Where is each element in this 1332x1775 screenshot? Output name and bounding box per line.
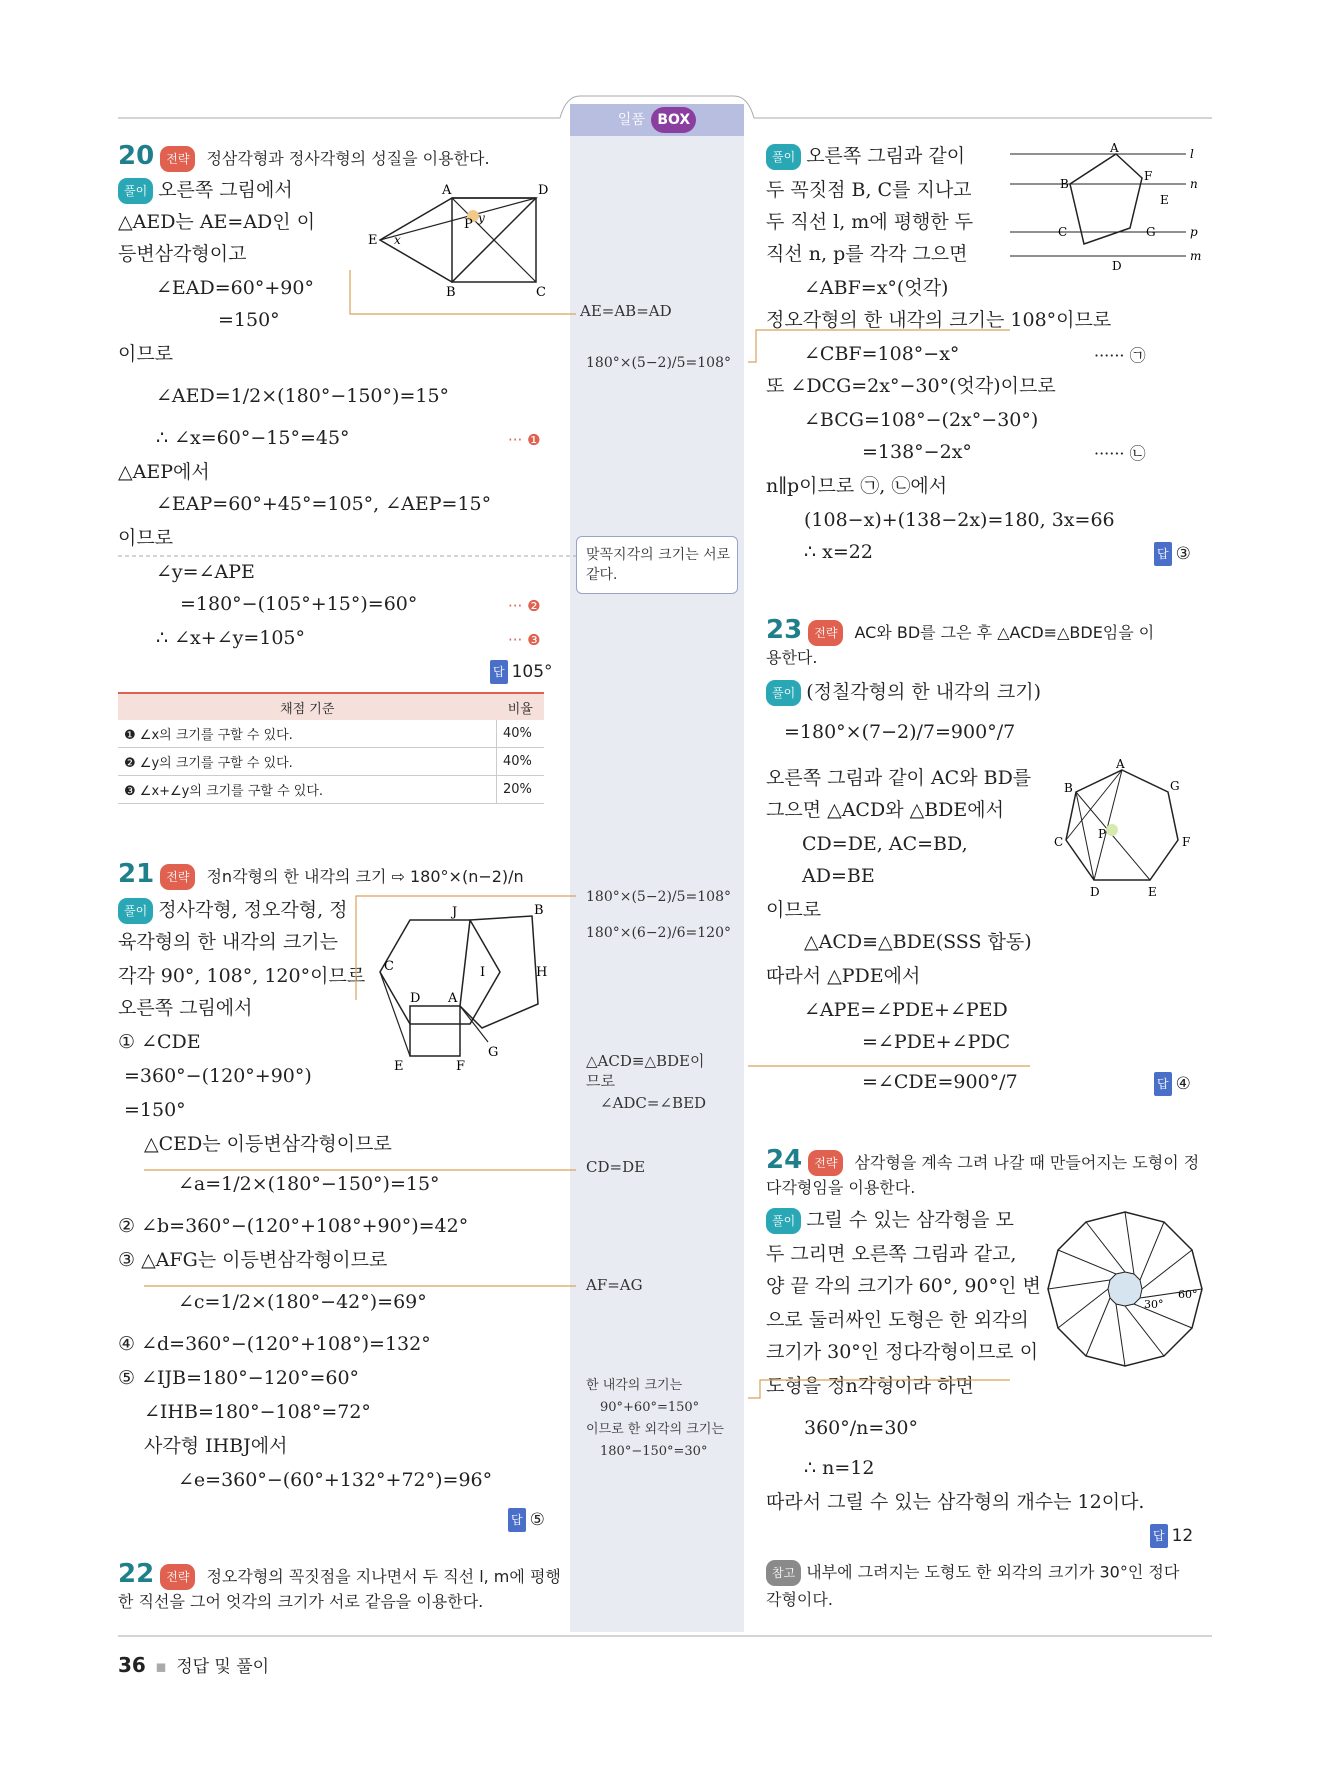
p21-line: =360°−(120°+90°)	[124, 1065, 312, 1087]
p22-strategy-cont: 한 직선을 그어 엇각의 크기가 서로 같음을 이용한다.	[118, 1592, 484, 1611]
svg-text:F: F	[456, 1059, 466, 1074]
svg-text:E: E	[368, 233, 378, 248]
p24-note-cont: 각형이다.	[766, 1590, 833, 1609]
p24-line: 따라서 그릴 수 있는 삼각형의 개수는 12이다.	[766, 1491, 1145, 1513]
svg-text:C: C	[536, 285, 546, 300]
svg-text:D: D	[538, 183, 549, 198]
grade-criterion: ❸ ∠x+∠y의 크기를 구할 수 있다.	[118, 776, 497, 804]
p23-number: 23	[766, 615, 803, 645]
p22-strategy-tag: 전략	[160, 1564, 195, 1590]
p20-line: ∴ ∠x+∠y=105°	[156, 627, 306, 649]
p23-line: 그으면 △ACD와 △BDE에서	[766, 799, 1004, 821]
p20-number: 20	[118, 141, 155, 171]
p20-line: ∠EAP=60°+45°=105°, ∠AEP=15°	[156, 493, 492, 515]
svg-text:E: E	[1148, 885, 1157, 899]
p24-strategy-cont: 다각형임을 이용한다.	[766, 1178, 916, 1197]
svg-text:30°: 30°	[1144, 1298, 1164, 1311]
p24-reference-tag: 참고	[766, 1560, 801, 1586]
page-number: 36	[118, 1653, 146, 1677]
p22-number: 22	[118, 1559, 155, 1589]
p21-line: ① ∠CDE	[118, 1031, 201, 1053]
grade-criterion: ❶ ∠x의 크기를 구할 수 있다.	[118, 720, 497, 748]
p21-line: ∠c=1/2×(180°−42°)=69°	[178, 1291, 427, 1313]
p20-line: =150°	[218, 309, 280, 331]
p20-line: △AED는 AE=AD인 이	[118, 211, 316, 233]
p21-line: △CED는 이등변삼각형이므로	[144, 1133, 392, 1155]
svg-text:B: B	[446, 285, 456, 300]
box-note: CD=DE	[586, 1158, 646, 1176]
svg-text:B: B	[1060, 177, 1069, 191]
footer-title: 정답 및 풀이	[176, 1657, 270, 1677]
p22-line: =138°−2x°	[862, 441, 972, 463]
box-note: 180°×(5−2)/5=108°	[586, 889, 731, 905]
p20-line: 등변삼각형이고	[118, 243, 247, 265]
p20-line: 오른쪽 그림에서	[158, 179, 293, 201]
p23-line: =∠CDE=900°/7	[862, 1071, 1018, 1093]
box-badge: BOX	[651, 107, 696, 133]
p21-line: 정사각형, 정오각형, 정	[158, 899, 348, 921]
svg-text:P: P	[1098, 827, 1107, 841]
p22-line: (108−x)+(138−2x)=180, 3x=66	[804, 509, 1115, 531]
box-note: 180°×(6−2)/6=120°	[586, 925, 731, 941]
p20-strategy: 정삼각형과 정사각형의 성질을 이용한다.	[206, 149, 490, 168]
svg-text:B: B	[534, 903, 544, 918]
svg-text:A: A	[448, 991, 458, 1006]
box-note: AF=AG	[586, 1276, 643, 1294]
p22-line: ∴ x=22	[804, 541, 873, 563]
svg-text:n: n	[1190, 177, 1198, 191]
p23-answer: 답 ④	[1154, 1072, 1191, 1096]
p20-answer: 답 105°	[490, 660, 553, 684]
p21-line: ⑤ ∠IJB=180°−120°=60°	[118, 1367, 360, 1389]
p24-line: ∴ n=12	[804, 1457, 875, 1479]
p21-strategy-tag: 전략	[160, 864, 195, 890]
p24-line: 크기가 30°인 정다각형이므로 이	[766, 1341, 1039, 1363]
p24-strategy: 삼각형을 계속 그려 나갈 때 만들어지는 도형이 정	[854, 1153, 1200, 1172]
p24-line: 도형을 정n각형이라 하면	[766, 1375, 974, 1397]
svg-text:J: J	[452, 905, 458, 920]
p23-strategy-cont: 용한다.	[766, 648, 818, 667]
svg-text:D: D	[1112, 259, 1122, 273]
p20-step-marker: ··· ❷	[508, 597, 541, 615]
p24-note: 참고 내부에 그려지는 도형도 한 외각의 크기가 30°인 정다	[766, 1560, 1179, 1586]
svg-text:G: G	[1170, 779, 1180, 793]
p20-line: ∠EAD=60°+90°	[156, 277, 314, 299]
p24-line: 360°/n=30°	[804, 1417, 918, 1439]
p20-line: ∠AED=1/2×(180°−150°)=15°	[156, 385, 450, 407]
p21-answer: 답 ⑤	[508, 1508, 545, 1532]
svg-text:y: y	[478, 211, 485, 225]
p23-line: (정칠각형의 한 내각의 크기)	[806, 681, 1042, 703]
p20-step-marker: ··· ❶	[508, 431, 541, 449]
grade-criterion: ❷ ∠y의 크기를 구할 수 있다.	[118, 748, 497, 776]
grade-ratio: 20%	[497, 776, 545, 804]
p21-strategy: 정n각형의 한 내각의 크기 ⇨ 180°×(n−2)/n	[206, 867, 524, 886]
p24-answer: 답 12	[1150, 1524, 1193, 1548]
svg-text:x: x	[394, 233, 401, 247]
grade-ratio: 40%	[497, 748, 545, 776]
box-note: △ACD≡△BDE이	[586, 1052, 705, 1070]
p22-strategy: 정오각형의 꼭짓점을 지나면서 두 직선 l, m에 평행	[206, 1567, 561, 1586]
p22-answer: 답 ③	[1154, 542, 1191, 566]
p22-line: n∥p이므로 ㉠, ㉡에서	[766, 475, 948, 497]
box-note: 180°−150°=30°	[600, 1444, 708, 1459]
p24-strategy-tag: 전략	[808, 1150, 843, 1176]
p22-line: 또 ∠DCG=2x°−30°(엇각)이므로	[766, 375, 1056, 397]
p23-line: 오른쪽 그림과 같이 AC와 BD를	[766, 767, 1032, 789]
svg-text:G: G	[1146, 225, 1156, 239]
p21-line: ∠IHB=180°−108°=72°	[144, 1401, 371, 1423]
p20-solution-tag: 풀이	[118, 178, 153, 204]
p22-line: 직선 n, p를 각각 그으면	[766, 243, 968, 265]
page-footer: 36 ▪ 정답 및 풀이	[118, 1653, 270, 1677]
p23-line: △ACD≡△BDE(SSS 합동)	[804, 931, 1032, 953]
p21-line: ② ∠b=360°−(120°+108°+90°)=42°	[118, 1215, 469, 1237]
p20-line: △AEP에서	[118, 461, 210, 483]
p22-line: 오른쪽 그림과 같이	[806, 145, 966, 167]
p23-line: CD=DE, AC=BD,	[802, 833, 968, 855]
svg-text:H: H	[536, 965, 548, 980]
p23-line: AD=BE	[802, 865, 875, 887]
p23-line: ∠APE=∠PDE+∠PED	[804, 999, 1008, 1021]
svg-text:I: I	[480, 965, 486, 980]
svg-text:G: G	[488, 1045, 499, 1060]
p23-strategy: AC와 BD를 그은 후 △ACD≡△BDE임을 이	[854, 623, 1155, 642]
p23-line: =∠PDE+∠PDC	[862, 1031, 1011, 1053]
p24-line: 양 끝 각의 크기가 60°, 90°인 변	[766, 1275, 1041, 1297]
box-note: 이므로 한 외각의 크기는	[586, 1422, 724, 1437]
svg-text:A: A	[442, 183, 452, 198]
p24-solution-tag: 풀이	[766, 1208, 801, 1234]
p21-line: ∠e=360°−(60°+132°+72°)=96°	[178, 1469, 493, 1491]
p20-step-marker: ··· ❸	[508, 631, 541, 649]
p22-marker: ······ ㉠	[1094, 346, 1146, 365]
p21-solution-tag: 풀이	[118, 898, 153, 924]
svg-text:p: p	[1190, 225, 1198, 239]
svg-text:60°: 60°	[1178, 1288, 1198, 1301]
p20-line: 이므로	[118, 527, 174, 549]
box-note: 90°+60°=150°	[600, 1400, 700, 1415]
svg-text:C: C	[384, 959, 394, 974]
grade-header: 비율	[497, 693, 545, 720]
p22-line: ∠ABF=x°(엇각)	[804, 277, 949, 299]
svg-text:B: B	[1064, 781, 1073, 795]
box-note: 한 내각의 크기는	[586, 1378, 683, 1393]
p21-line: ∠a=1/2×(180°−150°)=15°	[178, 1173, 440, 1195]
p23-strategy-tag: 전략	[808, 620, 843, 646]
p21-line: ③ △AFG는 이등변삼각형이므로	[118, 1249, 388, 1271]
p20-line: 이므로	[118, 343, 174, 365]
p22-solution-tag: 풀이	[766, 144, 801, 170]
p21-line: 각각 90°, 108°, 120°이므로	[118, 965, 366, 987]
p23-solution-tag: 풀이	[766, 680, 801, 706]
p20-line: ∠y=∠APE	[156, 561, 255, 583]
p22-line: 두 꼭짓점 B, C를 지나고	[766, 179, 972, 201]
box-note: ∠ADC=∠BED	[600, 1094, 707, 1112]
svg-text:P: P	[464, 217, 473, 232]
svg-text:D: D	[410, 991, 421, 1006]
p24-number: 24	[766, 1145, 803, 1175]
grade-ratio: 40%	[497, 720, 545, 748]
p24-line: 으로 둘러싸인 도형은 한 외각의	[766, 1309, 1029, 1331]
p22-marker: ······ ㉡	[1094, 444, 1146, 463]
p20-strategy-tag: 전략	[160, 146, 195, 172]
p21-line: 육각형의 한 내각의 크기는	[118, 931, 339, 953]
p21-line: 사각형 IHBJ에서	[144, 1435, 288, 1457]
p22-line: ∠CBF=108°−x°	[804, 343, 960, 365]
p21-line: 오른쪽 그림에서	[118, 997, 253, 1019]
svg-text:l: l	[1190, 147, 1194, 161]
p24-line: 그릴 수 있는 삼각형을 모	[806, 1209, 1014, 1231]
box-note: 같다.	[586, 567, 618, 583]
p23-line: 이므로	[766, 899, 822, 921]
svg-text:m: m	[1190, 249, 1202, 263]
p22-line: 두 직선 l, m에 평행한 두	[766, 211, 974, 233]
grade-header: 채점 기준	[118, 693, 497, 720]
box-title: 일품	[617, 112, 645, 128]
svg-text:D: D	[1090, 885, 1100, 899]
svg-text:A: A	[1116, 757, 1125, 771]
p20-line: ∴ ∠x=60°−15°=45°	[156, 427, 350, 449]
p21-number: 21	[118, 859, 155, 889]
p22-line: ∠BCG=108°−(2x°−30°)	[804, 409, 1039, 431]
p23-line: 따라서 △PDE에서	[766, 965, 921, 987]
box-note: 맞꼭지각의 크기는 서로	[586, 547, 731, 563]
svg-text:F: F	[1182, 835, 1191, 849]
svg-text:F: F	[1144, 169, 1153, 183]
svg-text:C: C	[1058, 225, 1068, 239]
box-note: 므로	[586, 1072, 615, 1090]
svg-text:E: E	[1160, 193, 1169, 207]
p21-line: ④ ∠d=360°−(120°+108°)=132°	[118, 1333, 431, 1355]
p21-line: =150°	[124, 1099, 186, 1121]
p22-line: 정오각형의 한 내각의 크기는 108°이므로	[766, 309, 1112, 331]
p23-line: =180°×(7−2)/7=900°/7	[784, 721, 1016, 743]
svg-text:E: E	[394, 1059, 404, 1074]
p20-line: =180°−(105°+15°)=60°	[180, 593, 418, 615]
box-note: AE=AB=AD	[580, 302, 672, 320]
p24-line: 두 그리면 오른쪽 그림과 같고,	[766, 1243, 1017, 1265]
svg-text:A: A	[1110, 141, 1119, 155]
box-note: 180°×(5−2)/5=108°	[586, 355, 731, 371]
svg-text:C: C	[1054, 835, 1064, 849]
